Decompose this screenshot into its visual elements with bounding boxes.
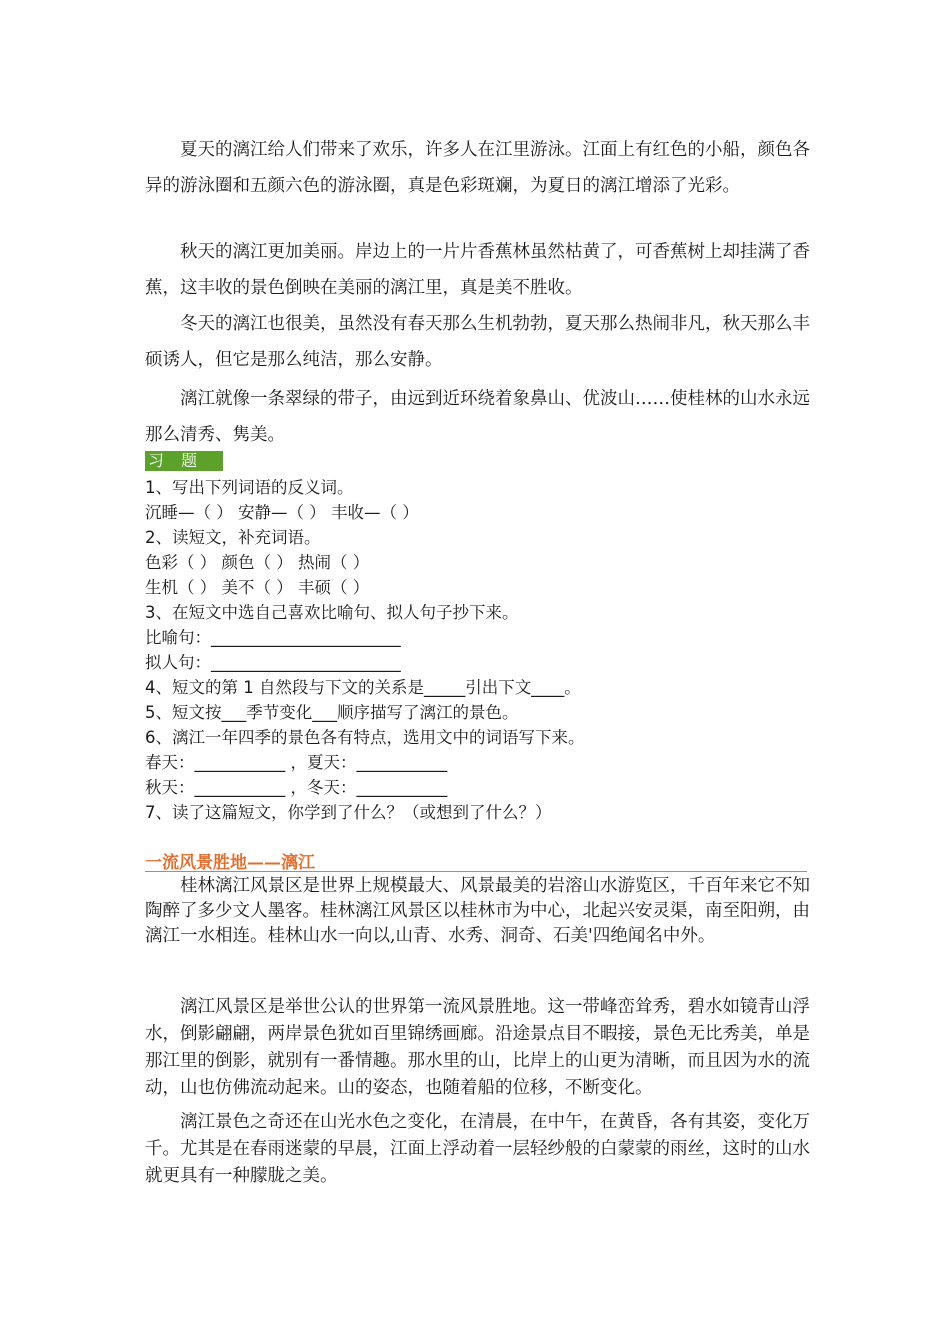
exercise-line: 3、在短文中选自己喜欢比喻句、拟人句子抄下来。	[145, 603, 519, 622]
exercise-line: 6、漓江一年四季的景色各有特点，选用文中的词语写下来。	[145, 728, 585, 747]
paragraph-winter: 冬天的漓江也很美，虽然没有春天那么生机勃勃，夏天那么热闹非凡，秋天那么丰硕诱人，但它是那么纯洁，那么安静。	[145, 314, 810, 370]
exercise-line: 色彩（ ） 颜色（ ） 热闹（ ）	[145, 553, 370, 572]
paragraph-changes: 漓江景色之奇还在山光水色之变化，在清晨，在中午，在黄昏，各有其姿，变化万千。尤其是在春雨迷蒙的早晨，江面上浮动着一层轻纱般的白蒙蒙的雨丝，这时的山水就更具有一种朦胧之美。	[145, 1112, 810, 1186]
paragraph-conclusion: 漓江就像一条翠绿的带子，由远到近环绕着象鼻山、优波山……使桂林的山水永远那么清秀、隽美。	[145, 389, 810, 445]
paragraph-autumn: 秋天的漓江更加美丽。岸边上的一片片香蕉林虽然枯黄了，可香蕉树上却挂满了香蕉，这丰收的景色倒映在美丽的漓江里，真是美不胜收。	[145, 242, 810, 298]
exercise-line: 生机（ ） 美不（ ） 丰硕（ ）	[145, 578, 370, 597]
exercise-line: 春天：___________ ，夏天：___________	[145, 753, 448, 772]
exercise-line: 1、写出下列词语的反义词。	[145, 478, 354, 497]
exercise-line: 5、短文按___季节变化___顺序描写了漓江的景色。	[145, 703, 519, 722]
exercise-line: 沉睡—（ ） 安静—（ ） 丰收—（ ）	[145, 503, 419, 522]
exercise-line: 7、读了这篇短文，你学到了什么？（或想到了什么？）	[145, 803, 552, 822]
section-title: 一流风景胜地——漓江	[145, 853, 315, 873]
exercise-line: 拟人句：_______________________	[145, 653, 401, 672]
exercise-line: 秋天：___________ ，冬天：___________	[145, 778, 448, 797]
exercise-line: 2、读短文，补充词语。	[145, 528, 321, 547]
title-underline	[145, 871, 807, 872]
exercise-line: 比喻句：_______________________	[145, 628, 401, 647]
exercises-badge: 习 题	[145, 451, 223, 471]
paragraph-summer: 夏天的漓江给人们带来了欢乐，许多人在江里游泳。江面上有红色的小船，颜色各异的游泳圈和五颜六色的游泳圈，真是色彩斑斓，为夏日的漓江增添了光彩。	[145, 140, 810, 196]
paragraph-scenery: 漓江风景区是举世公认的世界第一流风景胜地。这一带峰峦耸秀，碧水如镜青山浮水，倒影翩翩，两岸景色犹如百里锦绣画廊。沿途景点目不暇接，景色无比秀美，单是那江里的倒影，就别有一番情趣。那水里的山，比岸上的山更为清晰，而且因为水的流动，山也仿佛流动起来。山的姿态，也随着船的位移，不断变化。	[145, 997, 810, 1098]
exercise-line: 4、短文的第 1 自然段与下文的关系是_____引出下文____。	[145, 678, 581, 697]
paragraph-intro: 桂林漓江风景区是世界上规模最大、风景最美的岩溶山水游览区，千百年来它不知陶醉了多少文人墨客。桂林漓江风景区以桂林市为中心，北起兴安灵渠，南至阳朔，由漓江一水相连。桂林山水一向以,山青、水秀、洞奇、石美'四绝闻名中外。	[145, 876, 810, 946]
